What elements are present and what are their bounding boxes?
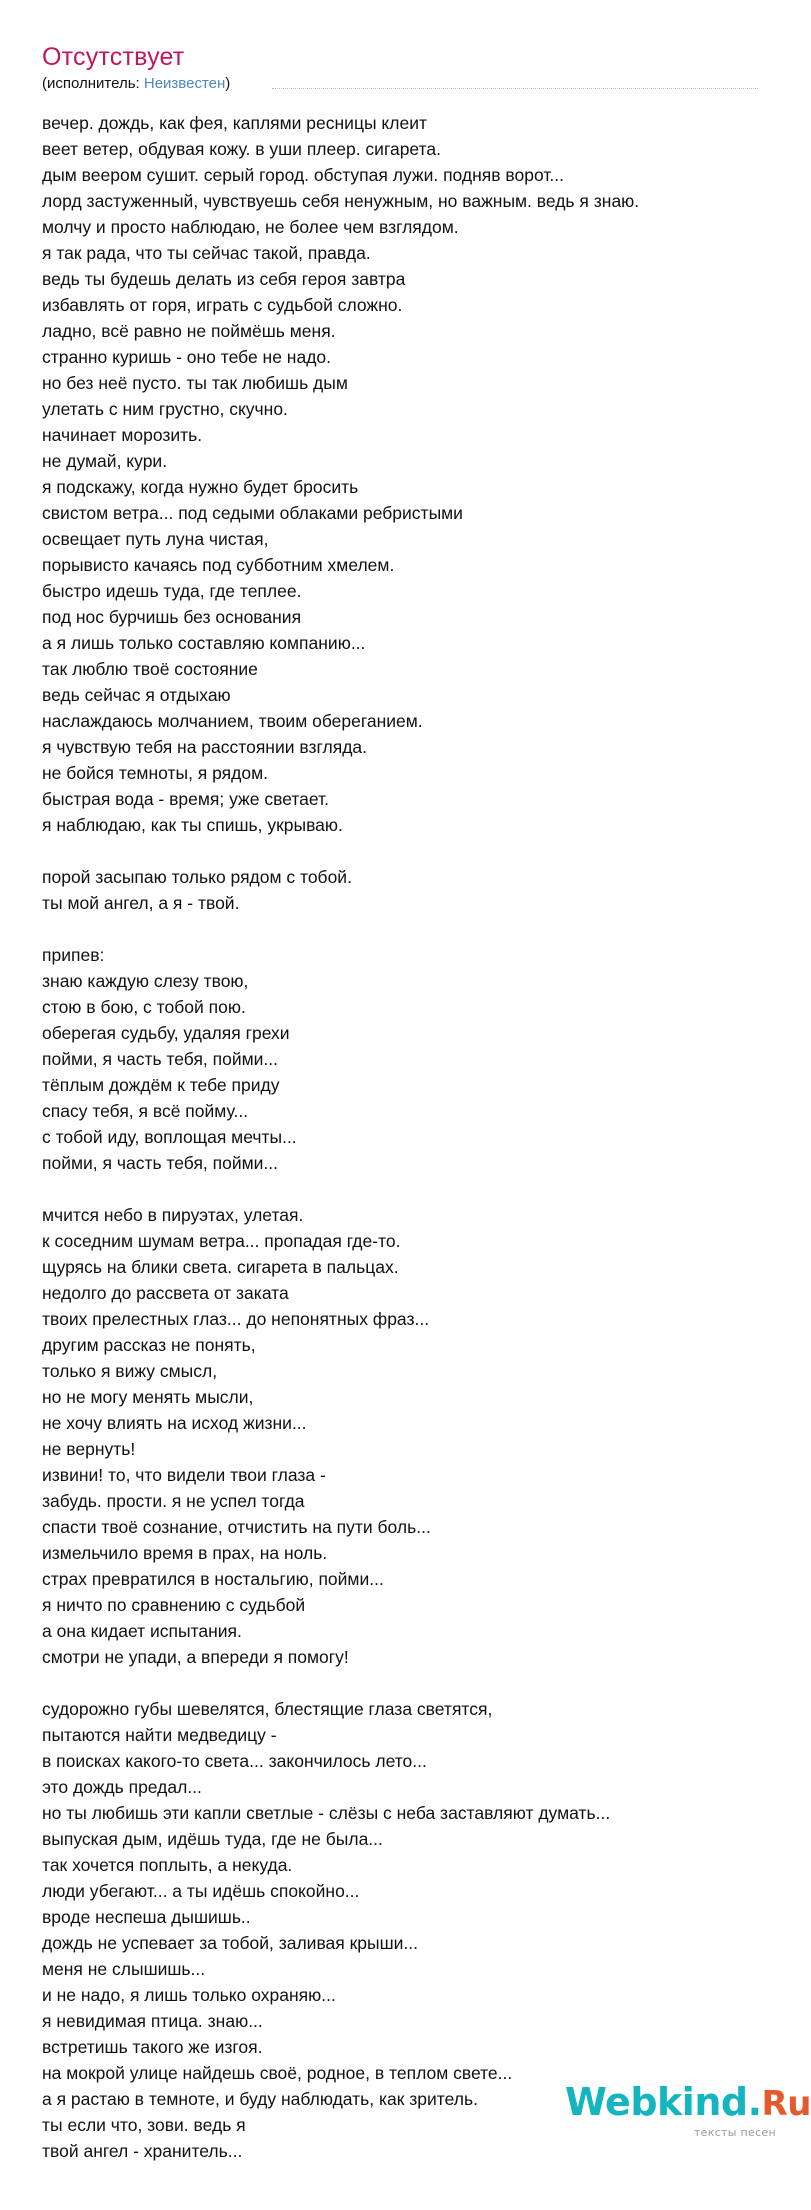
artist-link[interactable]: Неизвестен bbox=[143, 75, 226, 92]
lyric-line: судорожно губы шевелятся, блестящие глаза светятся, bbox=[42, 1699, 493, 1719]
lyric-line: ладно, всё равно не поймёшь меня. bbox=[42, 321, 336, 341]
song-header bbox=[42, 42, 758, 94]
artist-line bbox=[42, 74, 758, 94]
lyric-line: не думай, кури. bbox=[42, 451, 168, 471]
lyric-line: а я растаю в темноте, и буду наблюдать, как зритель. bbox=[42, 2089, 478, 2109]
lyric-line: порой засыпаю только рядом с тобой. bbox=[42, 867, 352, 887]
lyric-line: ведь ты будешь делать из себя героя завтра bbox=[42, 269, 406, 289]
lyric-line: вроде неспеша дышишь.. bbox=[42, 1907, 251, 1927]
song-title: Отсутствует bbox=[42, 43, 185, 71]
lyric-line: забудь. прости. я не успел тогда bbox=[42, 1491, 305, 1511]
lyric-line: ты мой ангел, а я - твой. bbox=[42, 893, 240, 913]
lyric-line: стою в бою, с тобой пою. bbox=[42, 997, 246, 1017]
lyric-line: смотри не упади, а впереди я помогу! bbox=[42, 1647, 349, 1667]
lyric-line: веет ветер, обдувая кожу. в уши плеер. сигарета. bbox=[42, 139, 441, 159]
lyric-line: я подскажу, когда нужно будет бросить bbox=[42, 477, 359, 497]
lyric-line: это дождь предал... bbox=[42, 1777, 202, 1797]
logo-tagline: тексты песен bbox=[693, 2126, 776, 2139]
lyric-line: освещает путь луна чистая, bbox=[42, 529, 269, 549]
artist-suffix: ) bbox=[225, 75, 231, 92]
lyric-line: с тобой иду, воплощая мечты... bbox=[42, 1127, 297, 1147]
lyric-line: но ты любишь эти капли светлые - слёзы с неба заставляют думать... bbox=[42, 1803, 611, 1823]
lyric-line: ведь сейчас я отдыхаю bbox=[42, 685, 231, 705]
lyric-line: оберегая судьбу, удаляя грехи bbox=[42, 1023, 290, 1043]
lyric-line: спасти твоё сознание, отчистить на пути боль... bbox=[42, 1517, 431, 1537]
lyric-line: я наблюдаю, как ты спишь, укрываю. bbox=[42, 815, 343, 835]
lyric-line: странно куришь - оно тебе не надо. bbox=[42, 347, 332, 367]
lyric-line: пойми, я часть тебя, пойми... bbox=[42, 1049, 279, 1069]
lyric-line: улетать с ним грустно, скучно. bbox=[42, 399, 288, 419]
lyric-line: измельчило время в прах, на ноль. bbox=[42, 1543, 328, 1563]
lyric-line: лорд застуженный, чувствуешь себя ненужным, но важным. ведь я знаю. bbox=[42, 191, 640, 211]
lyric-line: пытаются найти медведицу - bbox=[42, 1725, 277, 1745]
lyrics-stanza bbox=[42, 1202, 762, 1670]
lyric-line: только я вижу смысл, bbox=[42, 1361, 218, 1381]
lyric-line: быстро идешь туда, где теплее. bbox=[42, 581, 302, 601]
lyric-line: так хочется поплыть, а некуда. bbox=[42, 1855, 293, 1875]
lyric-line: тёплым дождём к тебе приду bbox=[42, 1075, 280, 1095]
logo-tld: Ru bbox=[761, 2084, 811, 2124]
lyric-line: к соседним шумам ветра... пропадая где-то. bbox=[42, 1231, 401, 1251]
lyric-line: твоих прелестных глаз... до непонятных фраз... bbox=[42, 1309, 430, 1329]
logo-wordmark bbox=[565, 2080, 811, 2126]
lyric-line: знаю каждую слезу твою, bbox=[42, 971, 249, 991]
lyric-line: но без неё пусто. ты так любишь дым bbox=[42, 373, 348, 393]
lyric-line: так люблю твоё состояние bbox=[42, 659, 258, 679]
lyric-line: люди убегают... а ты идёшь спокойно... bbox=[42, 1881, 360, 1901]
lyric-line: избавлять от горя, играть с судьбой сложно. bbox=[42, 295, 403, 315]
lyric-line: под нос бурчишь без основания bbox=[42, 607, 302, 627]
lyric-line: припев: bbox=[42, 945, 105, 965]
lyric-line: наслаждаюсь молчанием, твоим обереганием. bbox=[42, 711, 423, 731]
lyric-line: другим рассказ не понять, bbox=[42, 1335, 256, 1355]
lyric-line: не хочу влиять на исход жизни... bbox=[42, 1413, 307, 1433]
lyrics-stanza bbox=[42, 942, 762, 1176]
lyric-line: в поисках какого-то света... закончилось лето... bbox=[42, 1751, 427, 1771]
dotted-divider bbox=[272, 88, 758, 89]
lyric-line: я ничто по сравнению с судьбой bbox=[42, 1595, 306, 1615]
lyric-line: вечер. дождь, как фея, каплями ресницы клеит bbox=[42, 113, 427, 133]
lyric-line: ты если что, зови. ведь я bbox=[42, 2115, 246, 2135]
lyrics-stanza bbox=[42, 110, 762, 838]
lyric-line: свистом ветра... под седыми облаками ребристыми bbox=[42, 503, 463, 523]
lyric-line: не бойся темноты, я рядом. bbox=[42, 763, 268, 783]
lyric-line: выпуская дым, идёшь туда, где не была... bbox=[42, 1829, 383, 1849]
lyrics-body bbox=[42, 110, 762, 2190]
lyrics-stanza bbox=[42, 864, 762, 916]
lyric-line: мчится небо в пируэтах, улетая. bbox=[42, 1205, 304, 1225]
lyric-line: я чувствую тебя на расстоянии взгляда. bbox=[42, 737, 367, 757]
lyric-line: дождь не успевает за тобой, заливая крыши... bbox=[42, 1933, 418, 1953]
lyric-line: меня не слышишь... bbox=[42, 1959, 206, 1979]
lyric-line: а я лишь только составляю компанию... bbox=[42, 633, 366, 653]
lyric-line: щурясь на блики света. сигарета в пальцах. bbox=[42, 1257, 399, 1277]
lyric-line: а она кидает испытания. bbox=[42, 1621, 242, 1641]
lyric-line: я так рада, что ты сейчас такой, правда. bbox=[42, 243, 371, 263]
lyric-line: твой ангел - хранитель... bbox=[42, 2141, 243, 2161]
lyric-line: пойми, я часть тебя, пойми... bbox=[42, 1153, 279, 1173]
artist-prefix: (исполнитель: bbox=[42, 75, 144, 92]
lyric-line: быстрая вода - время; уже светает. bbox=[42, 789, 329, 809]
lyric-line: но не могу менять мысли, bbox=[42, 1387, 254, 1407]
logo-brand: Webkind bbox=[565, 2080, 748, 2124]
lyric-line: и не надо, я лишь только охраняю... bbox=[42, 1985, 336, 2005]
lyric-line: дым веером сушит. серый город. обступая лужи. подняв ворот... bbox=[42, 165, 564, 185]
lyric-line: я невидимая птица. знаю... bbox=[42, 2011, 263, 2031]
logo-dot: . bbox=[747, 2080, 762, 2124]
lyric-line: не вернуть! bbox=[42, 1439, 136, 1459]
lyric-line: на мокрой улице найдешь своё, родное, в теплом свете... bbox=[42, 2063, 513, 2083]
lyric-line: встретишь такого же изгоя. bbox=[42, 2037, 263, 2057]
lyric-line: спасу тебя, я всё пойму... bbox=[42, 1101, 249, 1121]
lyric-line: порывисто качаясь под субботним хмелем. bbox=[42, 555, 395, 575]
lyric-line: начинает морозить. bbox=[42, 425, 203, 445]
lyric-line: извини! то, что видели твои глаза - bbox=[42, 1465, 326, 1485]
site-logo[interactable] bbox=[565, 2080, 811, 2150]
lyric-line: молчу и просто наблюдаю, не более чем взглядом. bbox=[42, 217, 459, 237]
lyric-line: недолго до рассвета от заката bbox=[42, 1283, 289, 1303]
lyric-line: страх превратился в ностальгию, пойми... bbox=[42, 1569, 384, 1589]
